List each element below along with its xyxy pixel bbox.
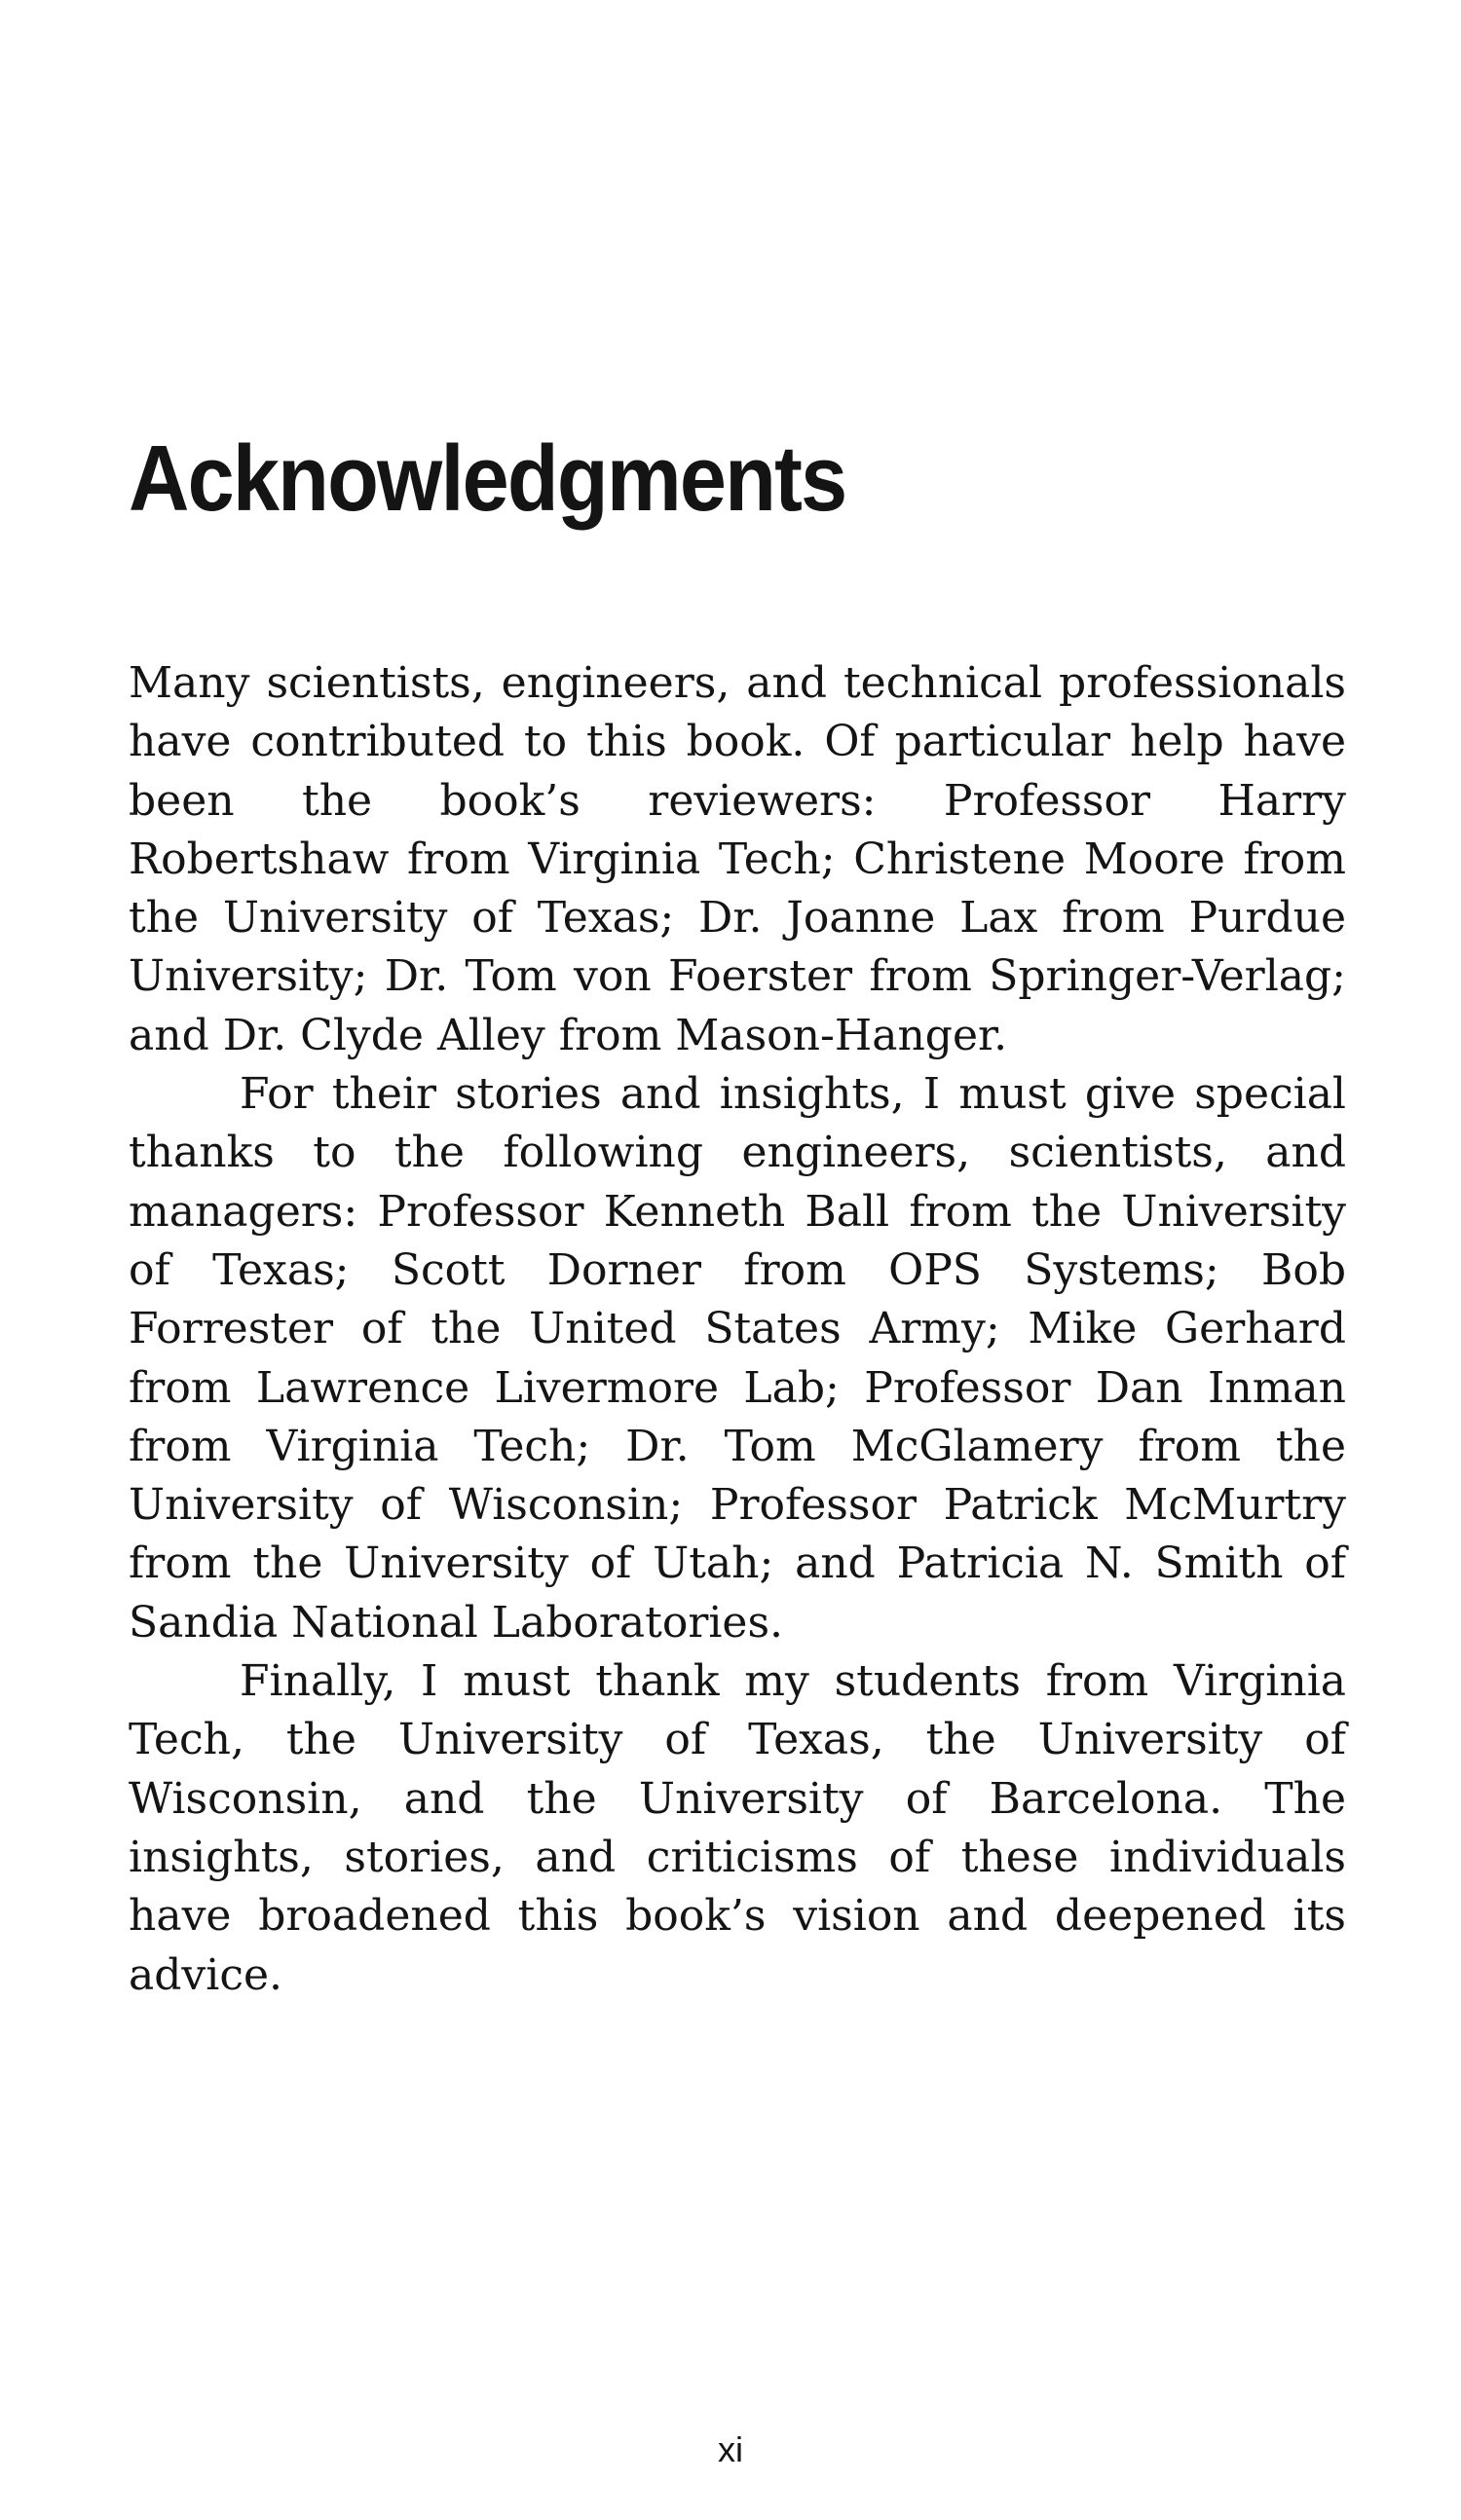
page-title: Acknowledgments	[129, 426, 846, 531]
paragraph-students: Finally, I must thank my students from Virginia Tech, the University of Texas, the University of Wisconsin, and the University of Barcelona. The insights, stories, and criticisms of these individuals have broadened this book’s vision and deepened its advice.	[129, 1656, 1346, 2000]
paragraph-reviewers: Many scientists, engineers, and technical professionals have contributed to this book. Of particular help have been the book’s reviewers: Professor Harry Robertshaw from Virginia Tech; Christene Moore from the University of Texas; Dr. Joanne Lax from Purdue University; Dr. Tom von Foerster from Springer-Verlag; and Dr. Clyde Alley from Mason-Hanger.	[129, 658, 1346, 1060]
acknowledgments-body	[129, 654, 1346, 2005]
page-number: xi	[718, 2429, 743, 2469]
paragraph-stories-insights: For their stories and insights, I must give special thanks to the following engineers, scientists, and managers: Professor Kenneth Ball from the University of Texas; Scott Dorner from OPS Systems; Bob Forrester of the United States Army; Mike Gerhard from Lawrence Livermore Lab; Professor Dan Inman from Virginia Tech; Dr. Tom McGlamery from the University of Wisconsin; Professor Patrick McMurtry from the University of Utah; and Patricia N. Smith of Sandia National Laboratories.	[129, 1069, 1346, 1648]
